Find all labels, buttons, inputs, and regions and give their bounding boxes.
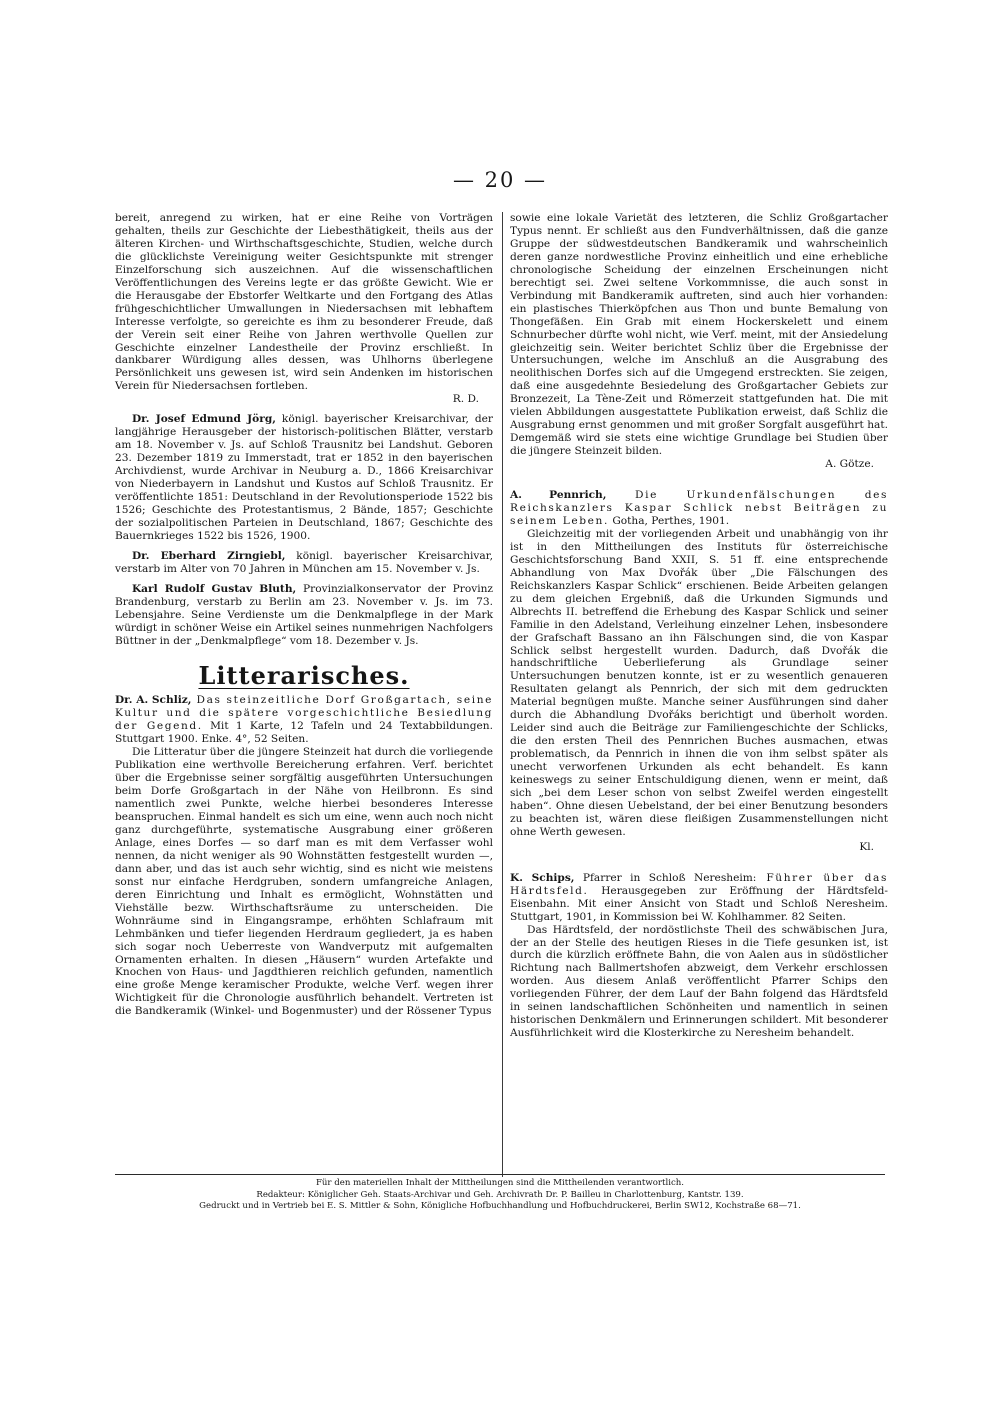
obituary-joerg-name: Dr. Josef Edmund Jörg, [131, 413, 276, 426]
intro-signature: R. D. [452, 393, 479, 406]
section-title: Litterarisches. [198, 660, 410, 690]
review-schips-text: Das Härdtsfeld, der nordöstlichste Theil des schwäbischen Jura, der an der Stelle des heutigen Rieses in die Tiefe gesunken ist, ist durch die kürzlich eröffnete Bahn, die von Aalen aus in südöstlicher Richtung nach Ballmertshofen abzweigt, dem Verkehr erschlossen worden. Aus diesem Anlaß veröffentlicht Pfarrer Schips den vorliegenden Führer, der dem Lauf der Bahn folgend das Härdtsfeld in seinen landschaftlichen Schönheiten und namentlich in seinen historischen Denkmälern und Erinnerungen schildert. Mit besonderer Ausführlichkeit wird die Klosterkirche zu Neresheim behandelt. [510, 923, 888, 1040]
review-schliz-text: Die Litteratur über die jüngere Steinzeit hat durch die vorliegende Publikation eine werthvolle Bereicherung erfahren. Verf. berichtet über die Ergebnisse seiner sorgfältig ausgeführten Untersuchungen beim Dorfe Großgartach in der Nähe von Heilbronn. Es sind namentlich zwei Punkte, welche hierbei besonderes Interesse beanspruchen. Einmal handelt es sich um eine, wenn auch noch nicht ganz durchgeführte, systematische Ausgrabung einer größeren Anlage, eines Dorfes — so darf man es mit dem Verfasser wohl nennen, da nicht weniger als 90 Wohnstätten festgestellt wurden —, dann aber, und das ist auch sehr wichtig, sind es nicht wie meistens sonst nur einfache Herdgruben, sondern umfangreiche Anlagen, deren Einrichtung und Inhalt es ermöglicht, Wohnstätten und Viehställe bezw. Wirthschaftsräume zu unterscheiden. Die Wohnräume sind in Eingangsrampe, erhöhten Schlafraum mit Lehmbänken und tiefer liegenden Herdraum gegliedert, ja es haben sich sogar noch Ueberreste von Wandverputz mit aufgemalten Ornamenten erhalten. In diesen „Häusern“ wurden Artefakte und Knochen von Haus- und Jagdthieren reichlich gefunden, namentlich eine große Menge keramischer Produkte, welche Verf. wegen ihrer Wichtigkeit für die Chronologie ausführlich behandelt. Vertreten ist die Bandkeramik (Winkel- und Bogenmuster) und der Rössener Typus [115, 746, 493, 1018]
review-schips-intro: Pfarrer in Schloß Neresheim: [574, 871, 757, 884]
footer-rule [115, 1174, 885, 1175]
review-pennrich-signature: Kl. [859, 840, 874, 853]
imprint-footer [115, 1174, 885, 1213]
left-column [115, 212, 493, 1018]
obituary-bluth-name: Karl Rudolf Gustav Bluth, [131, 582, 297, 595]
obituary-bluth [115, 583, 493, 648]
footer-printer: Gedruckt und in Vertrieb bei E. S. Mittler & Sohn, Königliche Hofbuchhandlung und Hofbuchdruckerei, Berlin SW12, Kochstraße 68—71. [199, 1201, 801, 1212]
review-schliz-title: Das steinzeitliche Dorf Großgartach, seine Kultur und die spätere vorgeschichtliche Besiedlung der Gegend. [115, 694, 493, 733]
obituary-zirngiebl [115, 550, 493, 576]
obituary-zirngiebl-text: königl. bayerischer Kreisarchivar, verstarb im Alter von 70 Jahren in München am 15. November v. Js. [115, 549, 493, 575]
right-column [510, 212, 888, 1040]
obituary-joerg [115, 413, 493, 543]
obituary-joerg-text: königl. bayerischer Kreisarchivar, der langjährige Herausgeber der historisch-politischen Blätter, verstarb am 18. November v. Js. auf Schloß Trausnitz bei Landshut. Geboren 23. Dezember 1819 zu Immerstadt, trat er 1852 in den bayerischen Archivdienst, wurde Archivar in Neuburg a. D., 1866 Kreisarchivar von Niederbayern in Landshut und Kustos auf Schloß Trausnitz. Er veröffentlichte 1851: Deutschland in der Revolutionsperiode 1522 bis 1526; Geschichte des Protestantismus, 2 Bände, 1857; Geschichte der sozialpolitischen Parteien in Deutschland, 1867; Geschichte des Bauernkrieges 1522 bis 1526, 1900. [115, 413, 493, 542]
review-pennrich-heading [510, 489, 888, 528]
review-schips-heading [510, 872, 888, 924]
review-pennrich-pub: Gotha, Perthes, 1901. [608, 514, 730, 527]
review-schips-title: Führer über das Härdtsfeld. [510, 871, 888, 897]
review-schliz-signature: A. Götze. [825, 458, 874, 471]
review-schliz-heading [115, 694, 493, 746]
page-number: — 20 — [452, 168, 548, 192]
intro-paragraph: bereit, anregend zu wirken, hat er eine Reihe von Vorträgen gehalten, theils zur Geschichte der Liebesthätigkeit, theils aus der älteren Kirchen- und Wirthschaftsgeschichte, Studien, welche durch die glücklichste Vereinigung weiter Gesichtspunkte mit strenger Einzelforschung sich auszeichnen. Auf die wissenschaftlichen Veröffentlichungen des Vereins legte er das größte Gewicht. Wie er die Herausgabe der Ebstorfer Weltkarte und den Fortgang des Atlas frühgeschichtlicher Umwallungen in Niedersachsen mit lebhaftem Interesse verfolgte, so gereichte es ihm zu besonderer Freude, daß der Verein seit einer Reihe von Jahren werthvolle Quellen zur Geschichte einzelner Landestheile der Provinz erschließt. In dankbarer Würdigung alles dessen, was Uhlhorns überlegene Persönlichkeit uns gewesen ist, wird sein Andenken im historischen Verein für Niedersachsen fortleben. [115, 212, 493, 393]
review-schliz-pub: Mit 1 Karte, 12 Tafeln und 24 Textabbildungen. Stuttgart 1900. Enke. 4°, 52 Seiten. [115, 720, 494, 746]
obituary-bluth-text: Provinzialkonservator der Provinz Brandenburg, verstarb zu Berlin am 23. November v. Js. im 73. Lebensjahre. Seine Verdienste um die Denkmalpflege in der Mark würdigt in schöner Weise ein Artikel seines nunmehrigen Nachfolgers Büttner in der „Denkmalpflege“ vom 18. Dezember v. Js. [115, 582, 493, 647]
review-pennrich-text: Gleichzeitig mit der vorliegenden Arbeit und unabhängig von ihr ist in den Mittheilungen des Instituts für österreichische Geschichtsforschung Band XXII, S. 51 ff. eine entsprechende Abhandlung von Max Dvořák über „Die Fälschungen des Reichskanzlers Kaspar Schlick“ erschienen. Beide Arbeiten gelangen zu dem gleichen Ergebniß, daß die Urkunden Sigmunds und Albrechts II. betreffend die Erhebung des Kaspar Schlick und seiner Familie in den Adelstand, Verleihung einzelner Lehen, insbesondere der Grafschaft Bassano an ihn Fälschungen sind, die von Kaspar Schlick selbst hergestellt wurden. Dadurch, daß Dvořák die handschriftliche Ueberlieferung als Grundlage seiner Untersuchungen benutzen konnte, ist er zu wesentlich genaueren Resultaten gelangt als Pennrich, der sich mit dem gedruckten Material begnügen mußte. Manche seiner Ausführungen sind daher durch die Abhandlung Dvořáks berichtigt und überholt worden. Leider sind auch die Beiträge zur Familiengeschichte der Schlicks, die den ersten Theil des Pennrichen Buches ausmachen, etwas problematisch, da Pennrich in ihnen die von ihm selbst später als unecht verworfenen Urkunden als echt behandelt. Es kann keineswegs zu seiner Entschuldigung dienen, wenn er meint, daß sich „bei dem Leser schon von selbst Zweifel werden eingestellt haben“. Ohne diesen Uebelstand, der bei einer Benutzung besonders zu beachten ist, wären diese fleißigen Zusammenstellungen nicht ohne Werth gewesen. [510, 527, 888, 838]
review-schips-author: K. Schips, [510, 871, 575, 884]
footer-responsibility: Für den materiellen Inhalt der Mittheilungen sind die Mittheilenden verantwortlich. [315, 1178, 685, 1188]
footer-editor: Redakteur: Königlicher Geh. Staats-Archivar und Geh. Archivrath Dr. P. Bailleu in Charlottenburg, Kantstr. 139. [256, 1189, 744, 1200]
obituary-zirngiebl-name: Dr. Eberhard Zirngiebl, [131, 549, 286, 562]
review-pennrich-title: Die Urkundenfälschungen des Reichskanzlers Kaspar Schlick nebst Beiträgen zu seinem Leben. [510, 489, 888, 527]
review-schliz-continued: sowie eine lokale Varietät des letzteren, die Schliz Großgartacher Typus nennt. Er schließt aus den Fundverhältnissen, daß die ganze Gruppe der südwestdeutschen Bandkeramik und wahrscheinlich deren ganze nordwestliche Provinz einheitlich und eine erhebliche chronologische Scheidung der einzelnen Erscheinungen nicht berechtigt sei. Zwei seltene Vorkommnisse, die auch sonst in Verbindung mit Bandkeramik auftreten, sind auch hier vorhanden: ein plastisches Thierköpfchen aus Thon und bunte Bemalung von Thongefäßen. Ein Grab mit einem Hockerskelett und einem Schnurbecher dürfte wohl nicht, wie Verf. meint, mit der Ansiedelung gleichzeitig sein. Weiter berichtet Schliz über die Ergebnisse der Untersuchungen, welche im Anschluß an die Ausgrabung des neolithischen Dorfes sich auf die Umgegend erstreckten. Sie zeigen, daß eine ausgedehnte Besiedelung des Großgartacher Gebiets zur Bronzezeit, La Tène-Zeit und Römerzeit stattgefunden hat. Die mit vielen Abbildungen ausgestattete Publikation erweist, daß Schliz die Ausgrabung ernst genommen und mit großer Sorgfalt ausgeführt hat. Demgemäß wird sie stets eine wichtige Grundlage bei Studien über die jüngere Steinzeit bilden. [510, 212, 888, 458]
column-divider [502, 212, 503, 1177]
review-schips-pub: Herausgegeben zur Eröffnung der Härdtsfeld-Eisenbahn. Mit einer Ansicht von Stadt und Schloß Neresheim. Stuttgart, 1901, in Kommission bei W. Kohlhammer. 82 Seiten. [510, 884, 888, 923]
review-pennrich-author: A. Pennrich, [510, 489, 607, 502]
review-schliz-author: Dr. A. Schliz, [115, 694, 192, 707]
